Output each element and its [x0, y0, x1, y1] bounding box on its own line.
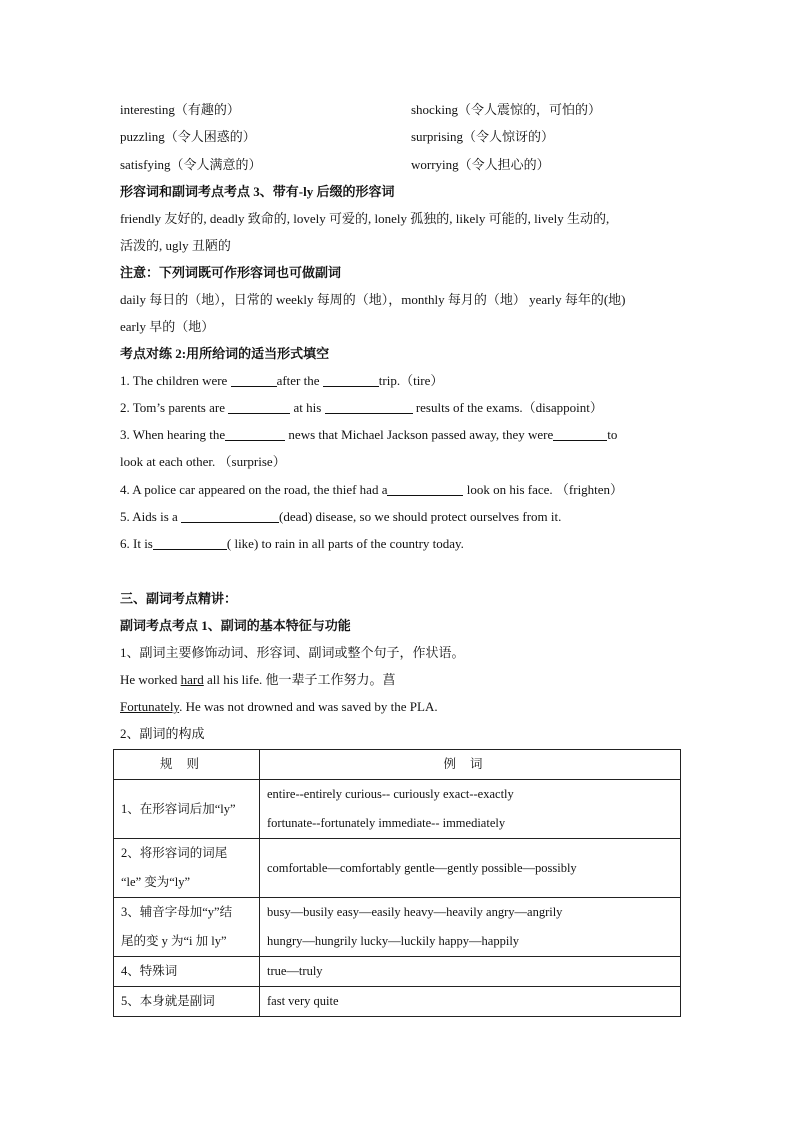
note-heading: 注意：下列词既可作形容词也可做副词 — [120, 265, 342, 280]
table-row — [114, 780, 681, 839]
example-line: entire--entirely curious-- curiously exact--exactly — [267, 787, 514, 801]
q2-text-b: at his — [290, 400, 325, 415]
adj-right-3: worrying（令人担心的） — [411, 157, 550, 172]
exercise-q6 — [120, 530, 464, 557]
rule-text: 2、将形容词的词尾 — [121, 846, 228, 860]
q4-blank-1[interactable] — [387, 482, 463, 496]
ly-line-2: 活泼的, ugly 丑陋的 — [120, 238, 231, 253]
adj-left-3: satisfying（令人满意的） — [120, 157, 262, 172]
example-line: busy—busily easy—easily heavy—heavily angry—angrily — [267, 905, 563, 919]
exercise-q4 — [120, 476, 623, 503]
q3-blank-2[interactable] — [553, 427, 607, 441]
adj-right-1: shocking（令人震惊的，可怕的） — [411, 102, 601, 117]
adverb-formation-table — [113, 749, 681, 1017]
q3-blank-1[interactable] — [225, 427, 285, 441]
q1-blank-1[interactable] — [231, 373, 277, 387]
q2-text-a: 2. Tom’s parents are — [120, 400, 229, 415]
q5-text-a: 5. Aids is a — [120, 509, 182, 524]
q1-text-a: 1. The children were — [120, 373, 231, 388]
adj-left-1: interesting（有趣的） — [120, 102, 240, 117]
exercise-q3-cont: look at each other. （surprise） — [120, 454, 286, 469]
table-row — [114, 898, 681, 957]
header-example: 例词 — [260, 750, 681, 780]
example-line: fast very quite — [267, 994, 339, 1008]
ex1-text-a: He worked — [120, 672, 181, 687]
q1-text-b: after the — [276, 373, 323, 388]
ex2-underlined-word: Fortunately — [120, 699, 180, 714]
exercise-q3 — [120, 421, 617, 448]
adverb-heading: 副词考点考点 1、副词的基本特征与功能 — [120, 618, 351, 633]
q6-text-b: ( like) to rain in all parts of the country today. — [226, 536, 464, 551]
ex1-text-b: all his life. 他一辈子工作努力。菖 — [203, 672, 396, 687]
ex1-underlined-word: hard — [180, 672, 204, 687]
rule-cell — [114, 987, 260, 1017]
q2-text-c: results of the exams.（disappoint） — [412, 400, 603, 415]
rule-cell — [114, 839, 260, 898]
q3-text-a: 3. When hearing the — [120, 427, 226, 442]
q1-blank-2[interactable] — [323, 373, 379, 387]
adverb-example-1 — [120, 666, 396, 693]
rule-text: “le” 变为“ly” — [121, 875, 191, 889]
q4-text-a: 4. A police car appeared on the road, the thief had a — [120, 482, 388, 497]
rule-text: 尾的变 y 为“i 加 ly” — [121, 934, 227, 948]
table-row — [114, 957, 681, 987]
example-line: comfortable—comfortably gentle—gently possible—possibly — [267, 860, 577, 875]
ly-line-1: friendly 友好的, deadly 致命的, lovely 可爱的, lonely 孤独的, likely 可能的, lively 生动的, — [120, 211, 610, 226]
example-cell — [260, 957, 681, 987]
q1-text-c: trip.（tire） — [378, 373, 444, 388]
example-line: true—truly — [267, 964, 323, 978]
note-line-2: early 早的（地） — [120, 319, 215, 334]
adverb-example-2 — [120, 693, 438, 720]
q6-text-a: 6. It is — [120, 536, 153, 551]
header-rule: 规则 — [114, 750, 260, 780]
example-cell — [260, 987, 681, 1017]
exercise-q2 — [120, 394, 603, 421]
example-cell — [260, 780, 681, 839]
rule-text: 5、本身就是副词 — [121, 994, 215, 1008]
q6-blank-1[interactable] — [153, 536, 227, 550]
q4-text-b: look on his face. （frighten） — [463, 482, 624, 497]
q5-blank-1[interactable] — [181, 509, 279, 523]
rule-text: 4、特殊词 — [121, 964, 178, 978]
rule-text: 3、辅音字母加“y”结 — [121, 905, 233, 919]
adverb-point-1: 1、副词主要修饰动词、形容词、副词或整个句子，作状语。 — [120, 645, 465, 660]
note-line-1: daily 每日的（地），日常的 weekly 每周的（地），monthly 每月的（地） yearly 每年的(地) — [120, 292, 626, 307]
rule-cell — [114, 898, 260, 957]
ex2-text-b: . He was not drowned and was saved by the PLA. — [179, 699, 438, 714]
q3-text-b: news that Michael Jackson passed away, they were — [285, 427, 554, 442]
example-cell — [260, 898, 681, 957]
table-row — [114, 839, 681, 898]
exercise-q5 — [120, 503, 561, 530]
q2-blank-1[interactable] — [228, 400, 290, 414]
rule-text: 1、在形容词后加“ly” — [121, 801, 236, 816]
example-line: fortunate--fortunately immediate-- immediately — [267, 816, 506, 830]
q5-text-b: (dead) disease, so we should protect ourselves from it. — [279, 509, 562, 524]
adverb-point-2: 2、副词的构成 — [120, 726, 205, 741]
table-row — [114, 987, 681, 1017]
rule-cell — [114, 957, 260, 987]
q3-text-c: to — [607, 427, 618, 442]
table-header-row — [114, 750, 681, 780]
ly-heading: 形容词和副词考点考点 3、带有-ly 后缀的形容词 — [120, 184, 395, 199]
exercise-q1 — [120, 367, 443, 394]
example-line: hungry—hungrily lucky—luckily happy—happily — [267, 934, 520, 948]
q2-blank-2[interactable] — [325, 400, 413, 414]
adj-left-2: puzzling（令人困惑的） — [120, 129, 256, 144]
example-cell — [260, 839, 681, 898]
adverb-section-title: 三、副词考点精讲： — [120, 591, 238, 606]
adj-right-2: surprising（令人惊讶的） — [411, 129, 555, 144]
exercise-heading: 考点对练 2:用所给词的适当形式填空 — [120, 346, 330, 361]
rule-cell — [114, 780, 260, 839]
